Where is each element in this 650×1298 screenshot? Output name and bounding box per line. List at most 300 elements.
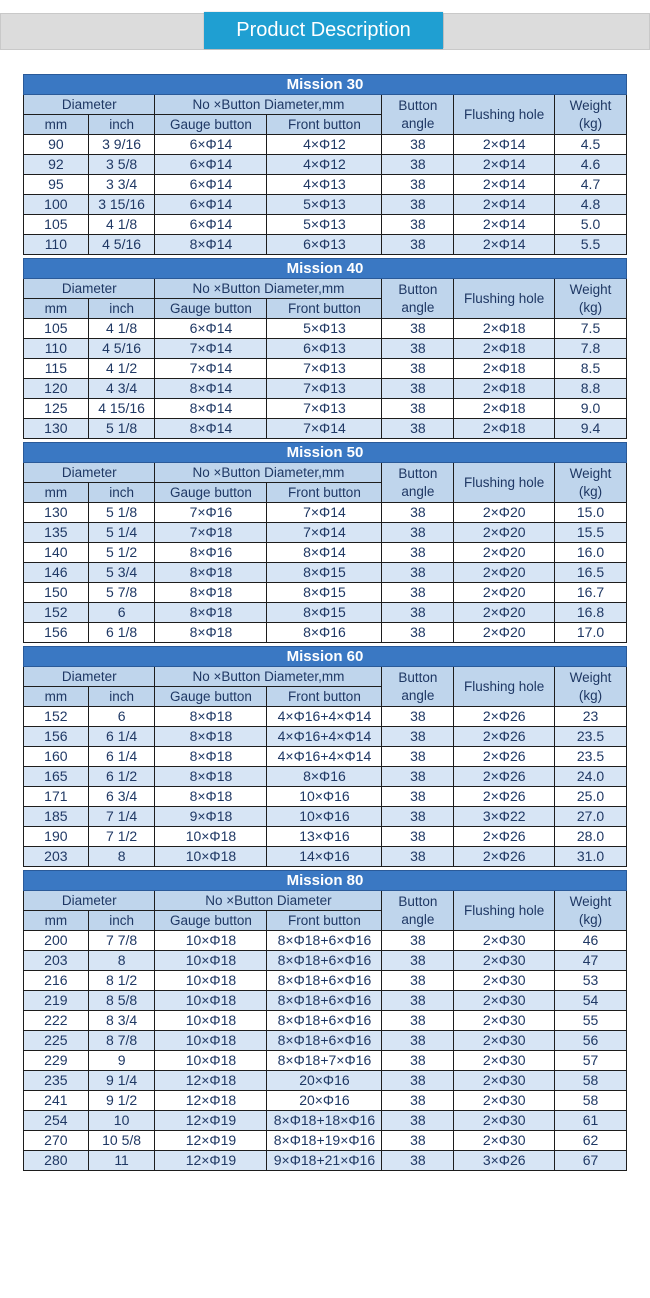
cell-flushing-hole: 2×Φ26 — [454, 847, 555, 867]
table-row — [24, 767, 627, 787]
cell-inch: 6 1/2 — [88, 767, 155, 787]
cell-front-button: 4×Φ13 — [267, 175, 382, 195]
cell-gauge-button: 12×Φ19 — [155, 1131, 267, 1151]
cell-button-angle: 38 — [382, 379, 454, 399]
cell-flushing-hole: 2×Φ30 — [454, 931, 555, 951]
mission-tables — [23, 74, 627, 1174]
cell-inch: 4 5/16 — [88, 235, 155, 255]
table-row — [24, 563, 627, 583]
cell-front-button: 8×Φ18+19×Φ16 — [267, 1131, 382, 1151]
cell-flushing-hole: 2×Φ18 — [454, 359, 555, 379]
header-row — [24, 667, 627, 687]
cell-front-button: 8×Φ14 — [267, 543, 382, 563]
cell-inch: 4 3/4 — [88, 379, 155, 399]
mission-table — [23, 870, 627, 1171]
mission-title-row — [24, 75, 627, 95]
cell-mm: 130 — [24, 503, 89, 523]
banner-title: Product Description — [204, 12, 443, 49]
cell-inch: 9 — [88, 1051, 155, 1071]
header-row — [24, 463, 627, 483]
table-row — [24, 543, 627, 563]
cell-inch: 8 5/8 — [88, 991, 155, 1011]
cell-mm: 146 — [24, 563, 89, 583]
cell-mm: 150 — [24, 583, 89, 603]
weight-header: Weight (kg) — [555, 95, 627, 135]
banner-divider — [443, 13, 444, 48]
cell-inch: 4 1/8 — [88, 319, 155, 339]
cell-inch: 3 9/16 — [88, 135, 155, 155]
cell-flushing-hole: 2×Φ18 — [454, 339, 555, 359]
cell-button-angle: 38 — [382, 1151, 454, 1171]
cell-gauge-button: 8×Φ18 — [155, 603, 267, 623]
mission-table — [23, 74, 627, 255]
cell-flushing-hole: 2×Φ30 — [454, 951, 555, 971]
cell-weight: 31.0 — [555, 847, 627, 867]
table-row — [24, 339, 627, 359]
cell-button-angle: 38 — [382, 543, 454, 563]
cell-inch: 9 1/2 — [88, 1091, 155, 1111]
cell-front-button: 7×Φ13 — [267, 359, 382, 379]
cell-gauge-button: 12×Φ18 — [155, 1091, 267, 1111]
cell-weight: 8.8 — [555, 379, 627, 399]
cell-weight: 56 — [555, 1031, 627, 1051]
header-row — [24, 279, 627, 299]
cell-front-button: 4×Φ16+4×Φ14 — [267, 747, 382, 767]
cell-button-angle: 38 — [382, 1111, 454, 1131]
diameter-header: Diameter — [24, 463, 155, 483]
cell-flushing-hole: 2×Φ26 — [454, 787, 555, 807]
cell-weight: 53 — [555, 971, 627, 991]
cell-weight: 23.5 — [555, 727, 627, 747]
header-row — [24, 95, 627, 115]
cell-mm: 222 — [24, 1011, 89, 1031]
cell-button-angle: 38 — [382, 931, 454, 951]
cell-gauge-button: 10×Φ18 — [155, 991, 267, 1011]
cell-flushing-hole: 2×Φ18 — [454, 319, 555, 339]
mission-title-row — [24, 259, 627, 279]
cell-front-button: 7×Φ14 — [267, 503, 382, 523]
cell-inch: 9 1/4 — [88, 1071, 155, 1091]
cell-front-button: 20×Φ16 — [267, 1071, 382, 1091]
cell-gauge-button: 8×Φ14 — [155, 379, 267, 399]
cell-inch: 6 1/4 — [88, 727, 155, 747]
cell-inch: 5 3/4 — [88, 563, 155, 583]
cell-front-button: 6×Φ13 — [267, 339, 382, 359]
cell-button-angle: 38 — [382, 235, 454, 255]
flushing-hole-header: Flushing hole — [454, 279, 555, 319]
table-row — [24, 991, 627, 1011]
cell-button-angle: 38 — [382, 1011, 454, 1031]
cell-gauge-button: 12×Φ18 — [155, 1071, 267, 1091]
table-row — [24, 1111, 627, 1131]
weight-header: Weight (kg) — [555, 463, 627, 503]
cell-front-button: 4×Φ16+4×Φ14 — [267, 727, 382, 747]
cell-flushing-hole: 2×Φ30 — [454, 1111, 555, 1131]
cell-weight: 16.0 — [555, 543, 627, 563]
cell-weight: 28.0 — [555, 827, 627, 847]
cell-gauge-button: 12×Φ19 — [155, 1111, 267, 1131]
table-row — [24, 827, 627, 847]
cell-mm: 200 — [24, 931, 89, 951]
front-button-header: Front button — [267, 687, 382, 707]
cell-inch: 5 1/8 — [88, 503, 155, 523]
cell-flushing-hole: 2×Φ20 — [454, 543, 555, 563]
cell-front-button: 6×Φ13 — [267, 235, 382, 255]
table-row — [24, 399, 627, 419]
cell-inch: 11 — [88, 1151, 155, 1171]
cell-weight: 8.5 — [555, 359, 627, 379]
weight-header: Weight (kg) — [555, 667, 627, 707]
cell-button-angle: 38 — [382, 503, 454, 523]
cell-button-angle: 38 — [382, 175, 454, 195]
table-row — [24, 359, 627, 379]
cell-inch: 6 1/4 — [88, 747, 155, 767]
button-diameter-header: No ×Button Diameter,mm — [155, 279, 382, 299]
cell-mm: 152 — [24, 603, 89, 623]
cell-weight: 4.8 — [555, 195, 627, 215]
cell-weight: 55 — [555, 1011, 627, 1031]
cell-gauge-button: 10×Φ18 — [155, 827, 267, 847]
button-diameter-header: No ×Button Diameter,mm — [155, 95, 382, 115]
cell-gauge-button: 8×Φ14 — [155, 235, 267, 255]
table-row — [24, 623, 627, 643]
cell-weight: 5.5 — [555, 235, 627, 255]
cell-flushing-hole: 2×Φ14 — [454, 195, 555, 215]
cell-gauge-button: 6×Φ14 — [155, 175, 267, 195]
cell-button-angle: 38 — [382, 1051, 454, 1071]
table-row — [24, 727, 627, 747]
cell-inch: 6 3/4 — [88, 787, 155, 807]
cell-front-button: 13×Φ16 — [267, 827, 382, 847]
cell-mm: 135 — [24, 523, 89, 543]
cell-front-button: 8×Φ16 — [267, 623, 382, 643]
cell-flushing-hole: 2×Φ30 — [454, 1011, 555, 1031]
cell-weight: 7.5 — [555, 319, 627, 339]
cell-front-button: 8×Φ18+18×Φ16 — [267, 1111, 382, 1131]
cell-flushing-hole: 2×Φ30 — [454, 971, 555, 991]
cell-inch: 5 1/2 — [88, 543, 155, 563]
cell-front-button: 14×Φ16 — [267, 847, 382, 867]
mission-title: Mission 80 — [24, 871, 627, 891]
table-row — [24, 971, 627, 991]
table-row — [24, 235, 627, 255]
cell-mm: 105 — [24, 215, 89, 235]
cell-inch: 6 — [88, 707, 155, 727]
cell-button-angle: 38 — [382, 419, 454, 439]
cell-front-button: 5×Φ13 — [267, 215, 382, 235]
cell-gauge-button: 7×Φ14 — [155, 359, 267, 379]
cell-front-button: 8×Φ18+6×Φ16 — [267, 931, 382, 951]
table-row — [24, 1051, 627, 1071]
diameter-header: Diameter — [24, 279, 155, 299]
cell-inch: 3 3/4 — [88, 175, 155, 195]
cell-flushing-hole: 2×Φ30 — [454, 1131, 555, 1151]
diameter-header: Diameter — [24, 95, 155, 115]
cell-front-button: 8×Φ15 — [267, 603, 382, 623]
cell-button-angle: 38 — [382, 359, 454, 379]
table-row — [24, 603, 627, 623]
cell-gauge-button: 10×Φ18 — [155, 931, 267, 951]
cell-mm: 171 — [24, 787, 89, 807]
cell-button-angle: 38 — [382, 787, 454, 807]
cell-inch: 7 1/2 — [88, 827, 155, 847]
cell-weight: 25.0 — [555, 787, 627, 807]
table-row — [24, 215, 627, 235]
cell-inch: 8 1/2 — [88, 971, 155, 991]
cell-flushing-hole: 3×Φ26 — [454, 1151, 555, 1171]
table-row — [24, 1031, 627, 1051]
cell-weight: 9.0 — [555, 399, 627, 419]
cell-gauge-button: 8×Φ18 — [155, 727, 267, 747]
cell-button-angle: 38 — [382, 623, 454, 643]
cell-flushing-hole: 2×Φ14 — [454, 155, 555, 175]
cell-weight: 24.0 — [555, 767, 627, 787]
flushing-hole-header: Flushing hole — [454, 891, 555, 931]
cell-mm: 235 — [24, 1071, 89, 1091]
table-row — [24, 807, 627, 827]
cell-inch: 7 1/4 — [88, 807, 155, 827]
cell-weight: 67 — [555, 1151, 627, 1171]
cell-weight: 17.0 — [555, 623, 627, 643]
cell-mm: 156 — [24, 623, 89, 643]
cell-button-angle: 38 — [382, 971, 454, 991]
cell-mm: 190 — [24, 827, 89, 847]
button-diameter-header: No ×Button Diameter,mm — [155, 667, 382, 687]
weight-header: Weight (kg) — [555, 891, 627, 931]
cell-button-angle: 38 — [382, 807, 454, 827]
cell-button-angle: 38 — [382, 951, 454, 971]
button-angle-header: Button angle — [382, 279, 454, 319]
cell-flushing-hole: 2×Φ30 — [454, 1031, 555, 1051]
cell-inch: 6 — [88, 603, 155, 623]
mission-title: Mission 60 — [24, 647, 627, 667]
cell-gauge-button: 8×Φ18 — [155, 707, 267, 727]
cell-mm: 100 — [24, 195, 89, 215]
cell-button-angle: 38 — [382, 135, 454, 155]
cell-inch: 8 7/8 — [88, 1031, 155, 1051]
cell-weight: 16.7 — [555, 583, 627, 603]
cell-flushing-hole: 2×Φ20 — [454, 503, 555, 523]
cell-weight: 15.5 — [555, 523, 627, 543]
table-row — [24, 787, 627, 807]
cell-front-button: 8×Φ16 — [267, 767, 382, 787]
cell-front-button: 5×Φ13 — [267, 319, 382, 339]
cell-mm: 270 — [24, 1131, 89, 1151]
cell-gauge-button: 8×Φ18 — [155, 623, 267, 643]
cell-gauge-button: 8×Φ16 — [155, 543, 267, 563]
cell-gauge-button: 6×Φ14 — [155, 319, 267, 339]
table-row — [24, 951, 627, 971]
cell-inch: 8 — [88, 847, 155, 867]
mission-table — [23, 442, 627, 643]
cell-mm: 229 — [24, 1051, 89, 1071]
mission-table — [23, 646, 627, 867]
mm-header: mm — [24, 299, 89, 319]
cell-mm: 219 — [24, 991, 89, 1011]
mm-header: mm — [24, 483, 89, 503]
front-button-header: Front button — [267, 115, 382, 135]
cell-gauge-button: 6×Φ14 — [155, 135, 267, 155]
cell-mm: 280 — [24, 1151, 89, 1171]
cell-flushing-hole: 2×Φ26 — [454, 707, 555, 727]
cell-weight: 5.0 — [555, 215, 627, 235]
cell-gauge-button: 8×Φ18 — [155, 583, 267, 603]
cell-gauge-button: 10×Φ18 — [155, 971, 267, 991]
cell-front-button: 7×Φ14 — [267, 523, 382, 543]
cell-inch: 10 5/8 — [88, 1131, 155, 1151]
cell-flushing-hole: 2×Φ26 — [454, 727, 555, 747]
cell-flushing-hole: 2×Φ14 — [454, 135, 555, 155]
cell-mm: 203 — [24, 847, 89, 867]
front-button-header: Front button — [267, 299, 382, 319]
table-row — [24, 1131, 627, 1151]
cell-inch: 4 5/16 — [88, 339, 155, 359]
inch-header: inch — [88, 483, 155, 503]
cell-gauge-button: 12×Φ19 — [155, 1151, 267, 1171]
cell-flushing-hole: 2×Φ30 — [454, 1071, 555, 1091]
cell-front-button: 4×Φ12 — [267, 155, 382, 175]
cell-front-button: 8×Φ18+6×Φ16 — [267, 991, 382, 1011]
cell-front-button: 5×Φ13 — [267, 195, 382, 215]
cell-weight: 4.5 — [555, 135, 627, 155]
cell-flushing-hole: 2×Φ26 — [454, 827, 555, 847]
cell-gauge-button: 6×Φ14 — [155, 215, 267, 235]
cell-weight: 23.5 — [555, 747, 627, 767]
button-angle-header: Button angle — [382, 95, 454, 135]
cell-mm: 115 — [24, 359, 89, 379]
cell-gauge-button: 10×Φ18 — [155, 1031, 267, 1051]
cell-weight: 23 — [555, 707, 627, 727]
table-row — [24, 155, 627, 175]
inch-header: inch — [88, 911, 155, 931]
cell-button-angle: 38 — [382, 399, 454, 419]
cell-mm: 125 — [24, 399, 89, 419]
cell-button-angle: 38 — [382, 1031, 454, 1051]
table-row — [24, 1071, 627, 1091]
cell-mm: 156 — [24, 727, 89, 747]
mm-header: mm — [24, 687, 89, 707]
cell-mm: 203 — [24, 951, 89, 971]
cell-button-angle: 38 — [382, 523, 454, 543]
cell-gauge-button: 8×Φ18 — [155, 767, 267, 787]
cell-weight: 7.8 — [555, 339, 627, 359]
cell-button-angle: 38 — [382, 727, 454, 747]
cell-inch: 7 7/8 — [88, 931, 155, 951]
flushing-hole-header: Flushing hole — [454, 95, 555, 135]
mission-title-row — [24, 871, 627, 891]
cell-flushing-hole: 2×Φ26 — [454, 767, 555, 787]
cell-mm: 140 — [24, 543, 89, 563]
gauge-button-header: Gauge button — [155, 299, 267, 319]
inch-header: inch — [88, 299, 155, 319]
table-row — [24, 523, 627, 543]
inch-header: inch — [88, 687, 155, 707]
cell-flushing-hole: 2×Φ20 — [454, 583, 555, 603]
cell-flushing-hole: 2×Φ18 — [454, 379, 555, 399]
cell-weight: 16.8 — [555, 603, 627, 623]
cell-flushing-hole: 2×Φ14 — [454, 215, 555, 235]
cell-inch: 10 — [88, 1111, 155, 1131]
cell-flushing-hole: 2×Φ20 — [454, 603, 555, 623]
button-angle-header: Button angle — [382, 667, 454, 707]
cell-inch: 4 1/8 — [88, 215, 155, 235]
table-row — [24, 1011, 627, 1031]
cell-button-angle: 38 — [382, 563, 454, 583]
cell-flushing-hole: 2×Φ18 — [454, 419, 555, 439]
cell-mm: 110 — [24, 235, 89, 255]
cell-front-button: 8×Φ18+6×Φ16 — [267, 1011, 382, 1031]
cell-front-button: 7×Φ14 — [267, 419, 382, 439]
table-row — [24, 175, 627, 195]
cell-inch: 8 — [88, 951, 155, 971]
cell-flushing-hole: 2×Φ20 — [454, 523, 555, 543]
cell-inch: 5 1/4 — [88, 523, 155, 543]
cell-inch: 4 15/16 — [88, 399, 155, 419]
cell-gauge-button: 10×Φ18 — [155, 847, 267, 867]
diameter-header: Diameter — [24, 891, 155, 911]
mission-title-row — [24, 647, 627, 667]
cell-button-angle: 38 — [382, 1131, 454, 1151]
cell-mm: 241 — [24, 1091, 89, 1111]
cell-gauge-button: 8×Φ18 — [155, 747, 267, 767]
cell-flushing-hole: 3×Φ22 — [454, 807, 555, 827]
gauge-button-header: Gauge button — [155, 115, 267, 135]
cell-front-button: 8×Φ15 — [267, 583, 382, 603]
cell-mm: 90 — [24, 135, 89, 155]
cell-front-button: 8×Φ18+7×Φ16 — [267, 1051, 382, 1071]
cell-inch: 5 7/8 — [88, 583, 155, 603]
cell-mm: 92 — [24, 155, 89, 175]
table-row — [24, 747, 627, 767]
cell-front-button: 10×Φ16 — [267, 787, 382, 807]
cell-flushing-hole: 2×Φ26 — [454, 747, 555, 767]
cell-mm: 95 — [24, 175, 89, 195]
cell-mm: 105 — [24, 319, 89, 339]
cell-weight: 57 — [555, 1051, 627, 1071]
cell-flushing-hole: 2×Φ20 — [454, 623, 555, 643]
cell-flushing-hole: 2×Φ14 — [454, 175, 555, 195]
cell-button-angle: 38 — [382, 707, 454, 727]
table-row — [24, 195, 627, 215]
cell-weight: 4.6 — [555, 155, 627, 175]
cell-weight: 16.5 — [555, 563, 627, 583]
cell-button-angle: 38 — [382, 747, 454, 767]
button-diameter-header: No ×Button Diameter,mm — [155, 463, 382, 483]
mission-title: Mission 30 — [24, 75, 627, 95]
flushing-hole-header: Flushing hole — [454, 463, 555, 503]
table-row — [24, 419, 627, 439]
cell-gauge-button: 9×Φ18 — [155, 807, 267, 827]
diameter-header: Diameter — [24, 667, 155, 687]
cell-front-button: 8×Φ18+6×Φ16 — [267, 1031, 382, 1051]
table-row — [24, 503, 627, 523]
cell-front-button: 4×Φ12 — [267, 135, 382, 155]
cell-flushing-hole: 2×Φ30 — [454, 1051, 555, 1071]
cell-gauge-button: 8×Φ18 — [155, 563, 267, 583]
cell-weight: 61 — [555, 1111, 627, 1131]
button-diameter-header: No ×Button Diameter — [155, 891, 382, 911]
table-row — [24, 847, 627, 867]
cell-gauge-button: 6×Φ14 — [155, 195, 267, 215]
table-row — [24, 319, 627, 339]
front-button-header: Front button — [267, 483, 382, 503]
cell-button-angle: 38 — [382, 319, 454, 339]
cell-button-angle: 38 — [382, 847, 454, 867]
cell-front-button: 9×Φ18+21×Φ16 — [267, 1151, 382, 1171]
cell-weight: 58 — [555, 1091, 627, 1111]
mm-header: mm — [24, 911, 89, 931]
gauge-button-header: Gauge button — [155, 483, 267, 503]
